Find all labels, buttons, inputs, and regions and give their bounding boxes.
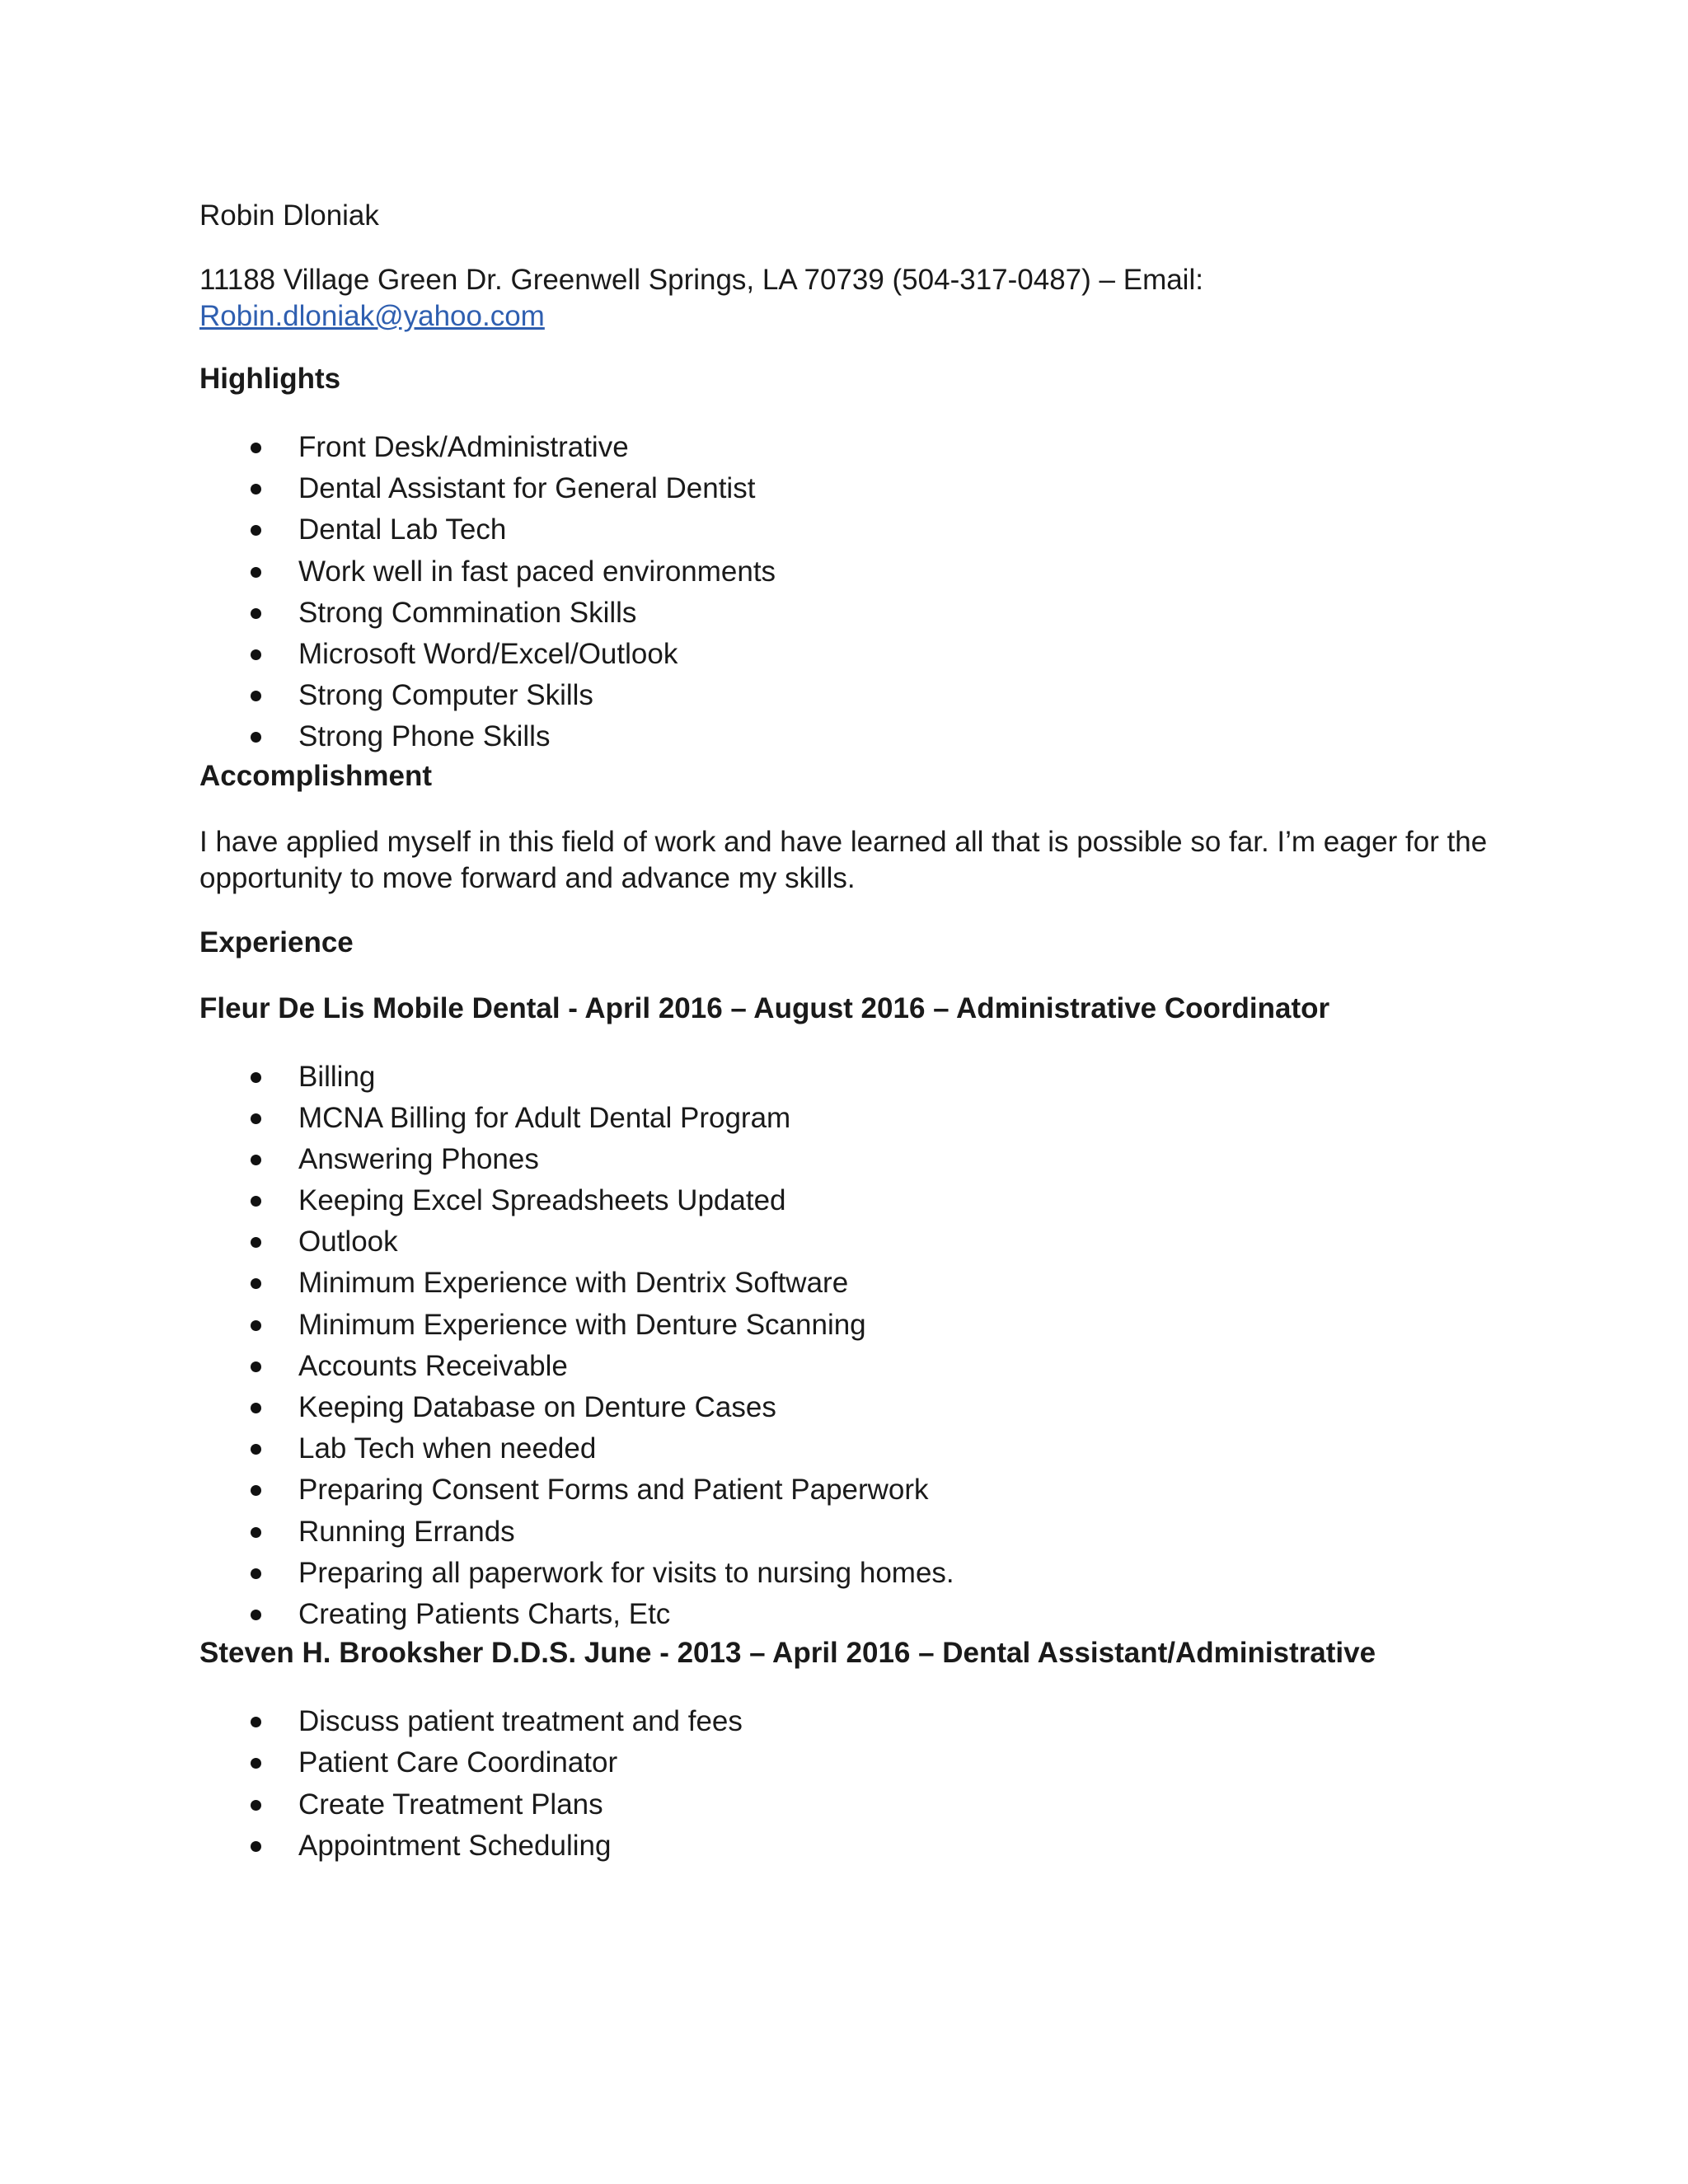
highlights-heading: Highlights — [199, 363, 341, 395]
list-item: Running Errands — [199, 1511, 1518, 1553]
list-item: Appointment Scheduling — [199, 1825, 1518, 1867]
bullet-icon — [251, 1800, 261, 1811]
accomplishment-heading: Accomplishment — [199, 759, 432, 792]
highlights-list — [199, 427, 1518, 758]
bullet-icon — [251, 1485, 261, 1496]
bullet-icon — [251, 567, 261, 578]
list-item: Minimum Experience with Dentrix Software — [199, 1263, 1518, 1304]
list-item: Outlook — [199, 1221, 1518, 1263]
experience-heading: Experience — [199, 926, 354, 958]
bullet-icon — [251, 443, 261, 453]
list-item: Microsoft Word/Excel/Outlook — [199, 634, 1518, 675]
list-item: Answering Phones — [199, 1139, 1518, 1180]
list-item: Creating Patients Charts, Etc — [199, 1594, 1518, 1635]
bullet-icon — [251, 608, 261, 619]
list-item: Front Desk/Administrative — [199, 427, 1518, 468]
contact-block — [199, 262, 1518, 335]
list-item: Work well in fast paced environments — [199, 551, 1518, 593]
list-item: Keeping Database on Denture Cases — [199, 1387, 1518, 1428]
list-item: Minimum Experience with Denture Scanning — [199, 1305, 1518, 1346]
bullet-icon — [251, 1841, 261, 1852]
list-item: Strong Commination Skills — [199, 593, 1518, 634]
list-item: Keeping Excel Spreadsheets Updated — [199, 1180, 1518, 1221]
job-title-fleur-de-lis: Fleur De Lis Mobile Dental - April 2016 – August 2016 – Administrative Coordinator — [199, 991, 1330, 1024]
bullet-icon — [251, 1237, 261, 1248]
bullet-icon — [251, 1610, 261, 1620]
list-item: Preparing all paperwork for visits to nursing homes. — [199, 1553, 1518, 1594]
list-item: Strong Phone Skills — [199, 716, 1518, 757]
bullet-icon — [251, 649, 261, 660]
bullet-icon — [251, 1568, 261, 1579]
list-item: Strong Computer Skills — [199, 675, 1518, 716]
bullet-icon — [251, 484, 261, 494]
contact-line: 11188 Village Green Dr. Greenwell Springs, LA 70739 (504-317-0487) – Email: — [199, 264, 1203, 296]
bullet-icon — [251, 1444, 261, 1455]
email-link[interactable]: Robin.dloniak@yahoo.com — [199, 300, 545, 332]
job-title-brooksher: Steven H. Brooksher D.D.S. June - 2013 – April 2016 – Dental Assistant/Administrative — [199, 1637, 1376, 1670]
list-item: Dental Lab Tech — [199, 509, 1518, 551]
bullet-icon — [251, 1403, 261, 1413]
list-item: Lab Tech when needed — [199, 1428, 1518, 1469]
bullet-icon — [251, 1278, 261, 1289]
bullet-icon — [251, 1361, 261, 1372]
bullet-icon — [251, 1196, 261, 1207]
list-item: Accounts Receivable — [199, 1346, 1518, 1387]
bullet-icon — [251, 1320, 261, 1331]
bullet-icon — [251, 1155, 261, 1165]
list-item: MCNA Billing for Adult Dental Program — [199, 1098, 1518, 1139]
bullet-icon — [251, 1717, 261, 1727]
job-duties-list — [199, 1057, 1518, 1636]
list-item: Create Treatment Plans — [199, 1784, 1518, 1825]
list-item: Patient Care Coordinator — [199, 1742, 1518, 1783]
bullet-icon — [251, 1113, 261, 1124]
list-item: Dental Assistant for General Dentist — [199, 468, 1518, 509]
applicant-name: Robin Dloniak — [199, 199, 379, 232]
job-duties-list — [199, 1701, 1518, 1867]
list-item: Discuss patient treatment and fees — [199, 1701, 1518, 1742]
bullet-icon — [251, 732, 261, 743]
accomplishment-text: I have applied myself in this field of work and have learned all that is possible so far. I’m eager for the opportunity to move forward and advance my skills. — [199, 825, 1488, 894]
resume-content — [199, 198, 1518, 1867]
list-item: Billing — [199, 1057, 1518, 1098]
bullet-icon — [251, 1072, 261, 1083]
bullet-icon — [251, 1758, 261, 1769]
bullet-icon — [251, 691, 261, 701]
bullet-icon — [251, 525, 261, 536]
list-item: Preparing Consent Forms and Patient Paperwork — [199, 1469, 1518, 1511]
bullet-icon — [251, 1527, 261, 1538]
